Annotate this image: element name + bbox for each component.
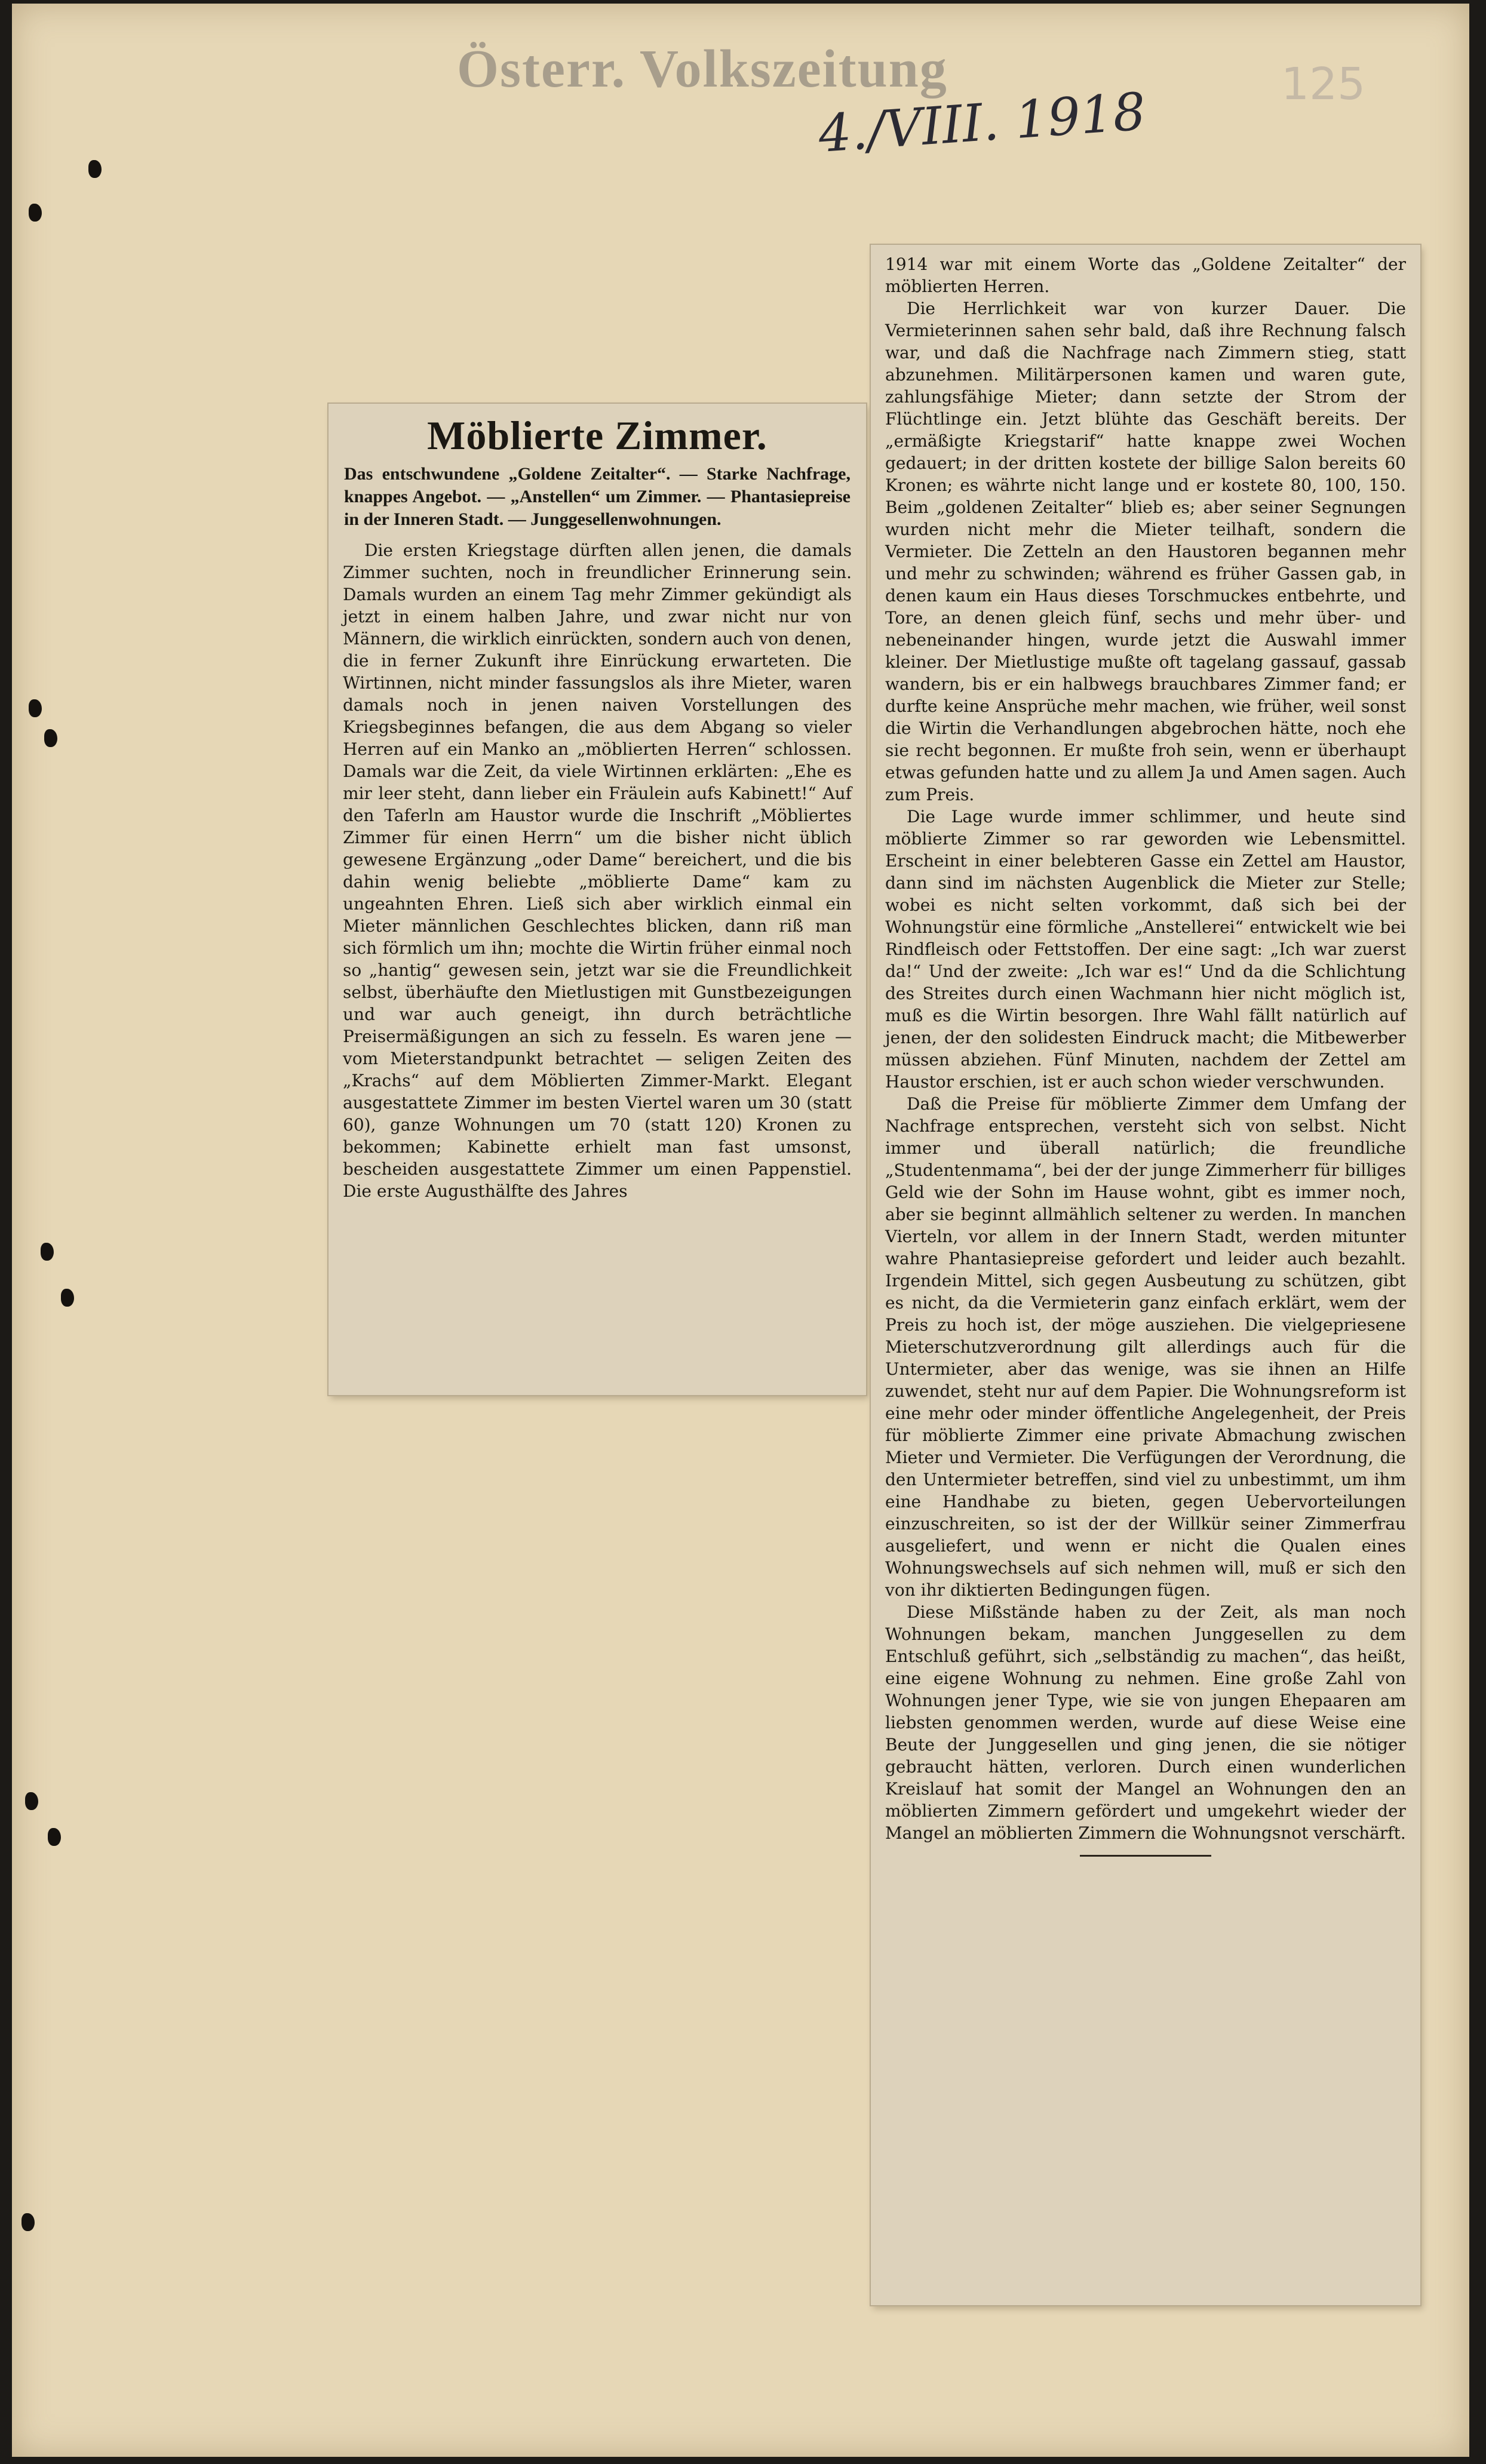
article-title: Möblierte Zimmer. (427, 413, 767, 458)
punch-hole (29, 699, 42, 717)
paragraph: Die Herrlichkeit war von kurzer Dauer. Die Vermieterinnen sahen sehr bald, daß ihre Rechnung falsch war, und daß die Nachfrage nach Zimmern stieg, statt abzunehmen. Militärpersonen kamen und waren gute, zahlungsfähige Mieter; dann setzte der Strom der Flüchtlinge ein. Jetzt blühte das Geschäft bereits. Der „ermäßigte Kriegstarif“ hatte knappe zwei Wochen gedauert; in der dritten kostete der billige Salon bereits 60 Kronen; es währte nicht lange und er kostete 80, 100, 150. Beim „goldenen Zeitalter“ blieb es; aber seiner Segnungen wurden nicht mehr die Mieter teilhaft, sondern die Vermieter. Die Zetteln an den Haustoren begannen mehr und mehr zu schwinden; während es früher Gassen gab, in denen kaum ein Haus dieses Torschmuckes entbehrte, und Tore, an denen gleich fünf, sechs und mehr über- und nebeneinander hingen, wurde jetzt die Auswahl immer kleiner. Der Mietlustige mußte oft tagelang gassauf, gassab wandern, bis er ein halbwegs brauchbares Zimmer fand; er durfte keine Ansprüche mehr machen, wie früher, weil sonst die Wirtin die Verhandlungen abgebrochen hätte, noch ehe sie recht begonnen. Er mußte froh sein, wenn er überhaupt etwas gefunden hatte und zu allem Ja und Amen sagen. Auch zum Preis. (885, 299, 1406, 804)
punch-hole (41, 1243, 54, 1261)
clipping-right (871, 245, 1420, 2305)
punch-hole (44, 729, 57, 747)
paragraph: Diese Mißstände haben zu der Zeit, als man noch Wohnungen bekam, manchen Junggesellen zu dem Entschluß geführt, sich „selbständig zu machen“, das heißt, eine eigene Wohnung zu nehmen. Eine große Zahl von Wohnungen jener Type, wie sie von jungen Ehepaaren am liebsten genommen werden, wurde auf diese Weise eine Beute der Junggesellen und ging jenen, die sie nötiger gebraucht hätten, verloren. Durch einen wunderlichen Kreislauf hat somit der Mangel an Wohnungen den an möblierten Zimmern gefördert und umgekehrt wieder der Mangel an möblierten Zimmern die Wohnungsnot verschärft. (885, 1602, 1406, 1843)
clipping-left (328, 404, 866, 1395)
punch-hole (61, 1289, 74, 1307)
punch-hole (22, 2213, 35, 2231)
paragraph: Die ersten Kriegstage dürften allen jenen, die damals Zimmer suchten, noch in freundlicher Erinnerung sein. Damals wurden an einem Tag mehr Zimmer gekündigt als jetzt in einem halben Jahre, und zwar nicht nur von Männern, die wirklich einrückten, sondern auch von denen, die in ferner Zukunft ihre Einrückung erwarteten. Die Wirtinnen, nicht minder fassungslos als ihre Mieter, waren damals noch in jenen naiven Vorstellungen des Kriegsbeginnes befangen, die aus dem Abgang so vieler Herren auf ein Manko an „möblierten Herren“ schlossen. Damals war die Zeit, da viele Wirtinnen erklärten: „Ehe es mir leer steht, dann lieber ein Fräulein aufs Kabinett!“ Auf den Taferln am Haustor wurde die Inschrift „Möbliertes Zimmer für einen Herrn“ um die bisher nicht üblich gewesene Ergänzung „oder Dame“ bereichert, und die bis dahin wenig beliebte „möblierte Dame“ kam zu ungeahnten Ehren. Ließ sich aber wirklich einmal ein Mieter männlichen Geschlechtes blicken, dann riß man sich förmlich um ihn; mochte die Wirtin früher einmal noch so „hantig“ gewesen sein, jetzt war sie die Freundlichkeit selbst, überhäufte den Mietlustigen mit Gunstbezeigungen und war auch geneigt, ihn durch beträchtliche Preisermäßigungen an sich zu fesseln. Es waren jene — vom Mieterstandpunkt betrachtet — seligen Zeiten des „Krachs“ auf dem Möblierten Zimmer-Markt. Elegant ausgestattete Zimmer im besten Viertel waren um 30 (statt 60), ganze Wohnungen um 70 (statt 120) Kronen zu bekommen; Kabinette erhielt man fast umsonst, bescheiden ausgestattete Zimmer um einen Pappenstiel. Die erste Augusthälfte des Jahres (343, 540, 852, 1201)
page-number: 125 (1281, 59, 1366, 110)
paragraph: Daß die Preise für möblierte Zimmer dem Umfang der Nachfrage entsprechen, versteht sich von selbst. Nicht immer und überall natürlich; die freundliche „Studentenmama“, bei der der junge Zimmerherr für billiges Geld wie der Sohn im Hause wohnt, gibt es immer noch, aber sie beginnt allmählich seltener zu werden. In manchen Vierteln, vor allem in der Innern Stadt, werden mitunter wahre Phantasiepreise gefordert und leider auch bezahlt. Irgendein Mittel, sich gegen Ausbeutung zu schützen, gibt es nicht, da die Vermieterin ganz einfach erklärt, wem der Preis zu hoch ist, der möge ausziehen. Die vielgepriesene Mieterschutzverordnung gilt allerdings auch für die Untermieter, aber das wenige, was sie ihnen an Hilfe zuwendet, steht nur auf dem Papier. Die Wohnungsreform ist eine mehr oder minder öffentliche Angelegenheit, der Preis für möblierte Zimmer eine private Abmachung zwischen Mieter und Vermieter. Die Verfügungen der Verordnung, die den Untermieter betreffen, sind viel zu unbestimmt, um ihm eine Handhabe zu bieten, gegen Uebervorteilungen einzuschreiten, so ist der der Willkür seiner Zimmerfrau ausgeliefert, und wenn er nicht die Qualen eines Wohnungswechsels auf sich nehmen will, muß er sich den von ihr diktierten Bedingungen fügen. (885, 1094, 1406, 1600)
article-column-1 (343, 539, 852, 1202)
paragraph: 1914 war mit einem Worte das „Goldene Zeitalter“ der möblierten Herren. (885, 254, 1406, 296)
paragraph: Die Lage wurde immer schlimmer, und heute sind möblierte Zimmer so rar geworden wie Lebensmittel. Erscheint in einer belebteren Gasse ein Zettel am Haustor, dann sind im nächsten Augenblick die Mieter zur Stelle; wobei es nicht selten vorkommt, daß sich bei der Wohnungstür eine förmliche „Anstellerei“ entwickelt wie bei Rindfleisch oder Fettstoffen. Der eine sagt: „Ich war zuerst da!“ Und der zweite: „Ich war es!“ Und da die Schlichtung des Streites durch einen Wachmann hier nicht möglich ist, muß es die Wirtin besorgen. Ihre Wahl fällt natürlich auf jenen, der den solidesten Eindruck macht; die Mitbewerber müssen abziehen. Fünf Minuten, nachdem der Zettel am Haustor erschien, ist er auch schon wieder verschwunden. (885, 807, 1406, 1092)
article-subtitle: Das entschwundene „Goldene Zeitalter“. — Starke Nachfrage, knappes Angebot. — „Anstellen“ um Zimmer. — Phantasiepreise in der Inneren Stadt. — Junggesellenwohnungen. (344, 464, 851, 529)
end-rule (1080, 1855, 1211, 1857)
punch-hole (25, 1792, 38, 1810)
newspaper-stamp: Österr. Volkszeitung (457, 39, 948, 99)
punch-hole (48, 1828, 61, 1846)
article-column-2 (885, 253, 1406, 1844)
punch-hole (29, 204, 42, 222)
handwritten-date: 4./VIII. 1918 (816, 81, 1148, 165)
punch-hole (88, 160, 102, 178)
